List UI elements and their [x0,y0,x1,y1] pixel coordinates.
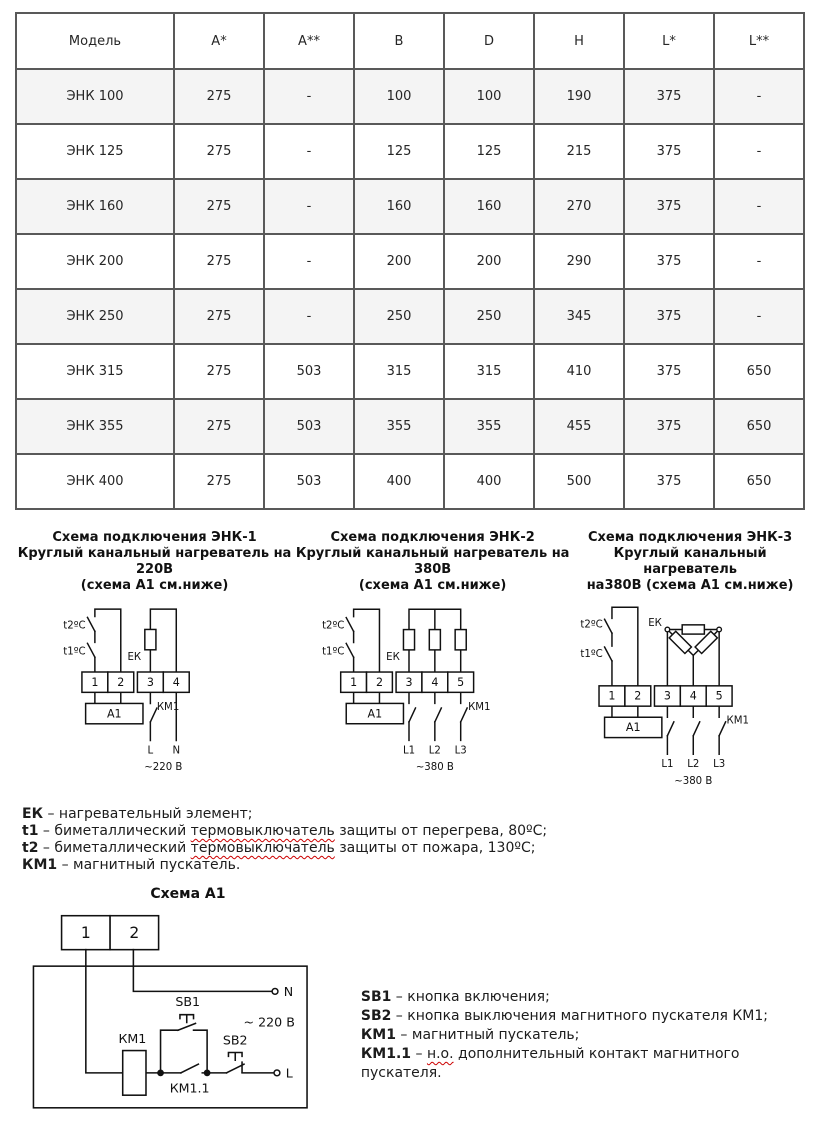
legend-item-ek [22,806,820,823]
legend-text: – нагревательный элемент; [43,806,253,822]
terminal-2: 2 [129,924,140,943]
heater-element-resistor [144,629,155,649]
km1-label: КМ1 [467,701,491,713]
terminal-strip [81,672,188,692]
line-l2-label: L2 [686,759,699,771]
table-cell: 375 [624,289,714,344]
terminal-4: 4 [430,675,439,689]
table-cell: - [264,179,354,234]
legend-term: t1 [22,823,39,839]
legend-item-km11 [361,1045,820,1083]
sb1-button-blade [178,1023,195,1030]
junction-dot [157,1069,164,1076]
components-legend [22,806,820,874]
table-cell: 125 [354,124,444,179]
table-cell: - [714,69,804,124]
header-b: B [354,13,444,69]
line-n-label: N [283,984,294,1000]
terminal-1: 1 [90,675,98,689]
sb2-label: SB2 [222,1032,248,1048]
table-cell: - [714,124,804,179]
legend-text: защиты от пожара, 130ºС; [334,840,536,856]
terminal-3: 3 [146,675,154,689]
table-cell: 250 [444,289,534,344]
table-cell: 100 [444,69,534,124]
table-cell: 355 [444,399,534,454]
table-row [16,454,804,509]
voltage-label: ~380 В [415,761,454,773]
terminal-2: 2 [375,675,383,689]
dimensions-table [15,12,805,510]
table-cell: 275 [174,179,264,234]
table-cell: 275 [174,289,264,344]
ek-label: ЕК [385,652,400,664]
table-cell: 345 [534,289,624,344]
thermal-switch-blades [346,618,353,658]
sb1-bypass-branch [161,1030,208,1073]
terminal-4: 4 [689,689,697,703]
km11-contact-blade [181,1064,198,1073]
table-row [16,124,804,179]
header-a1: A* [174,13,264,69]
legend-term: SB1 [360,989,392,1005]
sb1-label: SB1 [175,993,201,1009]
schema-a1-column [15,886,361,1138]
table-row [16,234,804,289]
table-cell: 650 [714,454,804,509]
table-cell: 275 [174,454,264,509]
cell-model: ЭНК 400 [16,454,174,509]
cell-model: ЭНК 200 [16,234,174,289]
diagram-enk2-title-line2: Круглый канальный нагреватель на 380В [295,546,570,577]
table-cell: 375 [624,69,714,124]
table-cell: 275 [174,124,264,179]
table-cell: 503 [264,399,354,454]
line-l-label: L [285,1065,293,1081]
cell-model: ЭНК 315 [16,344,174,399]
voltage-label: ~220 В [143,762,182,774]
sb2-button-actuator [228,1053,242,1061]
line-l2-label: L2 [428,745,441,757]
line-l3-label: L3 [454,745,467,757]
table-cell: 275 [174,234,264,289]
junction-dot [204,1069,211,1076]
legend-term: t2 [22,840,39,856]
wiring-diagrams-row [14,530,810,798]
table-cell: 190 [534,69,624,124]
thermal-switch-blades [604,619,611,661]
table-cell: 275 [174,399,264,454]
table-cell: 500 [534,454,624,509]
n-terminal-node [272,988,278,994]
table-row [16,399,804,454]
line-l3-label: L3 [712,759,725,771]
km1-contact-blades [409,708,467,722]
table-cell: 503 [264,454,354,509]
a1-label: А1 [367,707,382,721]
legend-text: – кнопка выключения магнитного пускателя КМ1; [391,1008,768,1024]
line-l-label: L [147,745,153,757]
legend-term: КМ1 [360,1027,396,1043]
cell-model: ЭНК 100 [16,69,174,124]
table-cell: - [714,179,804,234]
table-cell: 160 [444,179,534,234]
t1-label: t1ºC [321,646,345,658]
enk3-circuit-svg [575,598,806,794]
schema-a1-title: Схема А1 [150,886,226,902]
terminal-strip [599,686,732,706]
terminal-1: 1 [608,689,616,703]
t2-label: t2ºC [321,620,345,632]
table-cell: 275 [174,344,264,399]
cell-model: ЭНК 355 [16,399,174,454]
table-cell: 125 [444,124,534,179]
delta-node-left [665,627,670,632]
t1-label: t1ºC [62,646,86,658]
table-cell: 375 [624,234,714,289]
voltage-label: ~ 220 В [243,1014,295,1030]
header-model: Модель [16,13,174,69]
table-cell: 375 [624,454,714,509]
table-cell: 375 [624,344,714,399]
table-cell: 315 [444,344,534,399]
terminal-4: 4 [172,675,180,689]
km1-coil [123,1051,146,1096]
table-cell: 200 [444,234,534,289]
table-cell: 355 [354,399,444,454]
table-cell: - [264,234,354,289]
header-h: H [534,13,624,69]
table-cell: 650 [714,344,804,399]
diagram-enk3-title-line1: Схема подключения ЭНК-3 [587,530,793,545]
legend-text: – биметаллический [38,823,191,839]
legend-text: – магнитный пускатель. [57,857,241,873]
t2-label: t2ºC [62,620,86,632]
diagram-enk3-title-line3: на380В (схема А1 см.ниже) [586,578,794,593]
sb1-button-actuator [180,1015,194,1023]
table-cell: 100 [354,69,444,124]
terminal-2: 2 [116,675,124,689]
heater-element-resistors [403,630,466,650]
table-cell: 160 [354,179,444,234]
table-cell: 315 [354,344,444,399]
table-cell: 375 [624,124,714,179]
terminal-2: 2 [633,689,641,703]
cell-model: ЭНК 160 [16,179,174,234]
l-terminal-node [274,1070,280,1076]
table-cell: - [714,234,804,289]
table-cell: 400 [354,454,444,509]
header-a2: A** [264,13,354,69]
km1-contact-blades [667,722,725,736]
terminal-3: 3 [663,689,671,703]
schema-a1-circuit-svg [29,906,360,1134]
a1-wires [86,950,274,1073]
legend-item-sb1 [361,988,820,1007]
table-row [16,179,804,234]
legend-misspelled-word: термовыключатель [190,823,335,839]
legend-item-t1 [22,823,820,840]
terminal-1: 1 [349,675,357,689]
a1-label: А1 [625,721,641,735]
diagram-enk1 [14,530,295,798]
diagram-enk2-title-line1: Схема подключения ЭНК-2 [330,530,535,545]
legend-text: защиты от перегрева, 80ºС; [334,823,548,839]
table-cell: 290 [534,234,624,289]
legend-term: ЕК [22,806,44,822]
diagram-enk1-title-line2: Круглый канальный нагреватель на 220В [17,546,292,577]
legend-text: – кнопка включения; [391,989,550,1005]
terminal-strip [340,672,473,692]
km11-label: КМ1.1 [169,1080,210,1096]
legend-term: КМ1 [22,857,58,873]
delta-node-right [716,627,721,632]
line-l1-label: L1 [660,759,674,771]
table-cell: 455 [534,399,624,454]
header-d: D [444,13,534,69]
table-cell: 200 [354,234,444,289]
terminal-5: 5 [715,689,723,703]
legend-text: – биметаллический [38,840,191,856]
diagram-enk3 [570,530,810,798]
enk1-circuit-svg [39,598,271,783]
header-l2: L** [714,13,804,69]
table-cell: - [264,289,354,344]
km1-label: КМ1 [118,1030,147,1046]
terminal-5: 5 [456,675,464,689]
voltage-label: ~380 В [673,775,712,787]
enk2-circuit-svg [313,598,553,783]
diagram-enk3-title-line2: Круглый канальный нагреватель [613,546,767,577]
ek-label: ЕК [647,617,662,629]
legend-text: – магнитный пускатель; [395,1027,580,1043]
legend-text: – [411,1046,427,1062]
sb2-button-blade [227,1062,244,1073]
km1-label: КМ1 [156,701,179,713]
legend-item-km1 [22,857,820,874]
table-cell: - [264,124,354,179]
legend-item-sb2 [361,1007,820,1026]
legend-misspelled-word: термовыключатель [190,840,335,856]
a1-label: А1 [106,707,122,721]
table-cell: 275 [174,69,264,124]
thermal-switch-blades [87,617,94,657]
diagram-enk2-title-line3: (схема А1 см.ниже) [358,578,507,593]
a1-terminal-block [62,916,159,950]
diagram-enk1-title-line3: (схема А1 см.ниже) [80,578,229,593]
km1-label: КМ1 [726,715,749,727]
line-l1-label: L1 [402,745,415,757]
table-cell: 503 [264,344,354,399]
diagram-enk2 [295,530,570,798]
ek-label: ЕК [127,651,141,663]
legend-item-km1 [361,1026,820,1045]
terminal-1: 1 [80,924,91,943]
table-cell: 410 [534,344,624,399]
table-cell: 270 [534,179,624,234]
table-row [16,289,804,344]
table-cell: - [264,69,354,124]
table-cell: 400 [444,454,534,509]
line-n-label: N [172,745,180,757]
legend-term: КМ1.1 [360,1046,412,1062]
table-cell: 375 [624,399,714,454]
legend-term: SB2 [360,1008,392,1024]
km1-contact-blade [150,708,156,722]
table-row [16,344,804,399]
table-header-row [16,13,804,69]
table-cell: 375 [624,179,714,234]
table-row [16,69,804,124]
schema-a1-section [0,886,820,1138]
table-cell: 650 [714,399,804,454]
cell-model: ЭНК 250 [16,289,174,344]
legend-item-t2 [22,840,820,857]
table-cell: 250 [354,289,444,344]
t2-label: t2ºC [580,619,603,631]
legend-text: дополнительный контакт магнитного пускателя. [360,1046,744,1081]
cell-model: ЭНК 125 [16,124,174,179]
legend-misspelled-word: н.о. [426,1046,454,1062]
diagram-enk1-title-line1: Схема подключения ЭНК-1 [52,530,257,545]
table-cell: - [714,289,804,344]
terminal-3: 3 [405,675,413,689]
table-cell: 215 [534,124,624,179]
t1-label: t1ºC [580,649,603,661]
schema-a1-legend [361,988,820,1138]
header-l1: L* [624,13,714,69]
